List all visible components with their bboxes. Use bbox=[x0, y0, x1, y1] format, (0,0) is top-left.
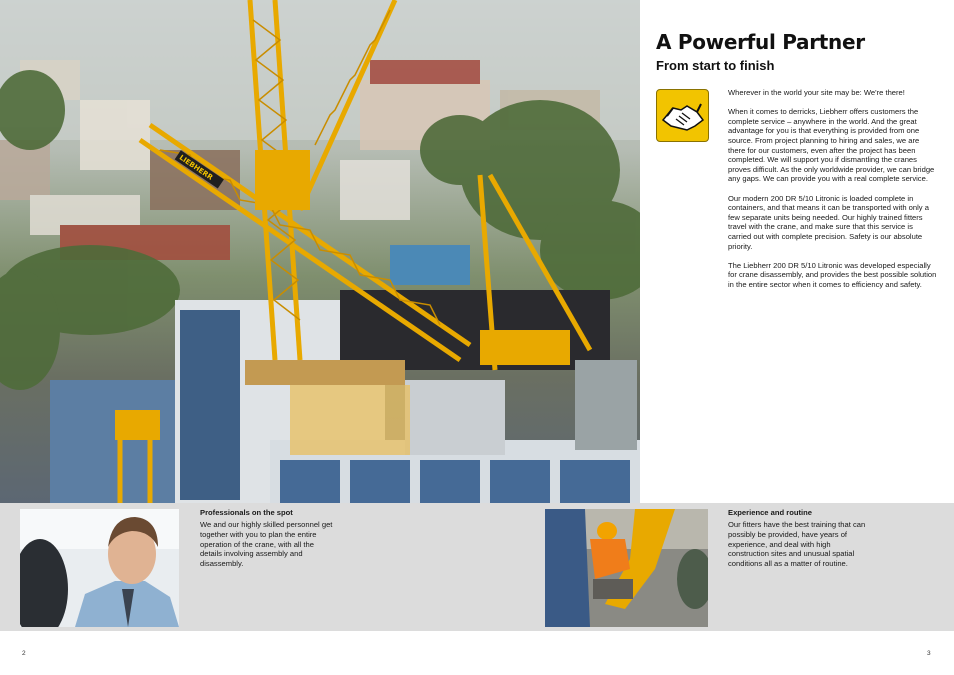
crane-jib-logo: LIEBHERR bbox=[177, 153, 215, 182]
caption-left-text: We and our highly skilled personnel get together with you to plan the entire operation of the crane, with all the details involving assembly and disassembly. bbox=[200, 520, 333, 569]
page-number-right: 3 bbox=[927, 650, 931, 657]
caption-right-title: Experience and routine bbox=[728, 508, 812, 517]
photo-professionals bbox=[20, 509, 179, 627]
page-subtitle: From start to finish bbox=[656, 58, 775, 73]
disassembly-paragraph: The Liebherr 200 DR 5/10 Litronic was developed especially for crane disassembly, and provides the best possible solution in the entire sector when it comes to efficiency and safety. bbox=[728, 260, 937, 289]
handshake-icon bbox=[656, 89, 709, 142]
page-number-left: 2 bbox=[22, 650, 26, 657]
intro-paragraph: Wherever in the world your site may be: We're there! bbox=[728, 88, 905, 97]
hero-photo-cranes bbox=[0, 0, 640, 503]
caption-left-title: Professionals on the spot bbox=[200, 508, 293, 517]
caption-right-text: Our fitters have the best training that can possibly be provided, have years of experience, and deal with high construction sites and unusual spatial conditions all as a matter of routine. bbox=[728, 520, 866, 569]
intro-text bbox=[728, 88, 938, 299]
hero-illustration bbox=[0, 0, 640, 503]
page-title: A Powerful Partner bbox=[656, 30, 865, 54]
transport-paragraph: Our modern 200 DR 5/10 Litronic is loaded complete in containers, and that means it can be transported with only a few separate units being needed. Our highly trained fitters travel with the crane, and make sure that this service is carried out with complete precision. Safety is our absolute priority. bbox=[728, 193, 929, 251]
service-paragraph: When it comes to derricks, Liebherr offers customers the complete service – anywhere in the world. And the great advantage for you is that everything is provided from one source. From project planning to hiring and sales, we are there for our customers, even after the project has been completed. We will support you if dismantling the cranes proves difficult. As the only worldwide provider, we can bridge any gaps. We can provide you with a real complete service. bbox=[728, 107, 935, 184]
photo-fitter bbox=[545, 509, 708, 627]
